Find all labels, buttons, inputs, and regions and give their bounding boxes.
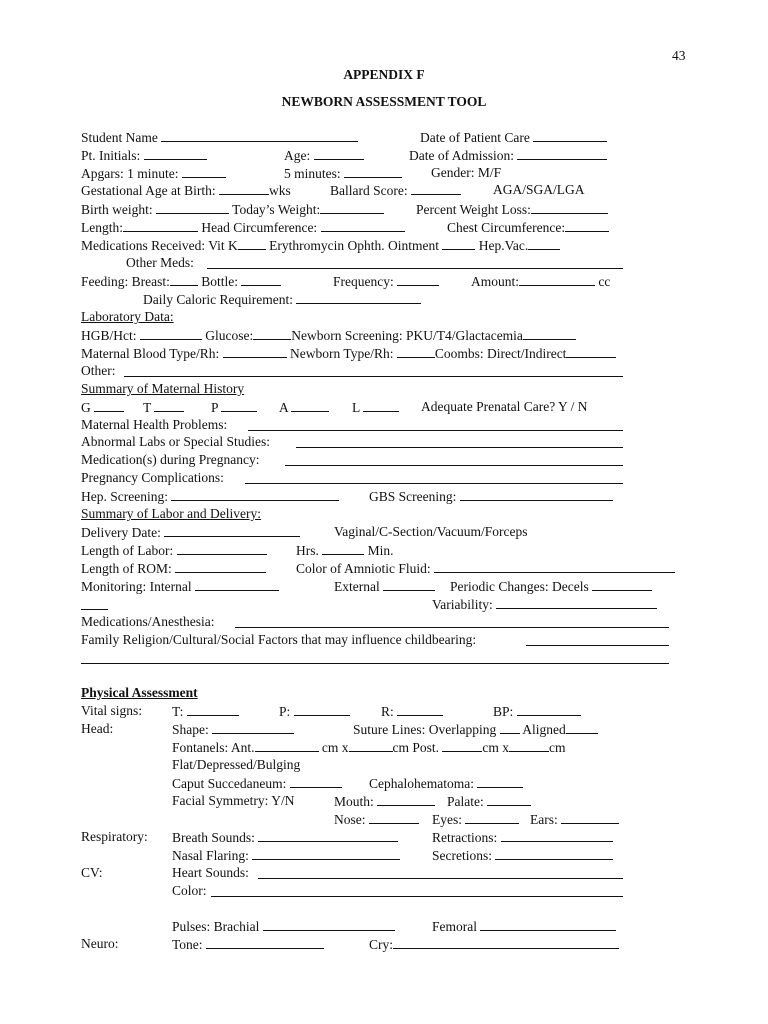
apgars-1-row [81, 165, 226, 182]
ant-length-field[interactable] [255, 739, 319, 752]
ears-row [530, 811, 619, 828]
student-name-row [81, 129, 358, 146]
pregnancy-meds-field[interactable] [285, 465, 623, 466]
maternal-blood-field[interactable] [223, 345, 287, 358]
page-title: NEWBORN ASSESSMENT TOOL [281, 94, 487, 109]
shape-label: Shape: [172, 722, 209, 737]
facial-label: Facial Symmetry: Y/N [172, 793, 295, 808]
fontanels-row [172, 739, 566, 756]
gtpal-a [279, 399, 329, 416]
aga-label: AGA/SGA/LGA [493, 182, 585, 197]
monitoring-label: Monitoring: Internal [81, 579, 192, 594]
shape-field[interactable] [212, 721, 294, 734]
complications-field[interactable] [245, 483, 623, 484]
breath-row [172, 829, 398, 846]
ears-field[interactable] [561, 811, 619, 824]
delivery-date-row [81, 524, 300, 541]
gbs-screening-row [369, 488, 613, 505]
glucose-field[interactable] [253, 327, 291, 340]
caloric-label: Daily Caloric Requirement: [143, 292, 293, 307]
gtpal-l [352, 399, 399, 416]
newborn-screening-field[interactable] [523, 327, 576, 340]
frequency-field[interactable] [397, 273, 439, 286]
feeding-row [81, 273, 281, 290]
variability-row [432, 596, 657, 613]
length-labor-row [81, 542, 267, 559]
frequency-label: Frequency: [333, 274, 394, 289]
age-label: Age: [284, 148, 311, 163]
periodic-label: Periodic Changes: Decels [450, 579, 589, 594]
hgb-field[interactable] [140, 327, 202, 340]
pt-initials-field[interactable] [144, 147, 207, 160]
abnormal-labs-field[interactable] [296, 447, 623, 448]
vitk-field[interactable] [238, 237, 266, 250]
pregnancy-meds-label: Medication(s) during Pregnancy: [81, 452, 260, 467]
family-label: Family Religion/Cultural/Social Factors that may influence childbearing: [81, 632, 477, 647]
nose-row [334, 811, 419, 828]
hepvac-label: Hep.Vac. [478, 238, 529, 253]
student-name-field[interactable] [161, 129, 358, 142]
overlapping-field[interactable] [500, 721, 520, 734]
retractions-field[interactable] [501, 829, 613, 842]
ears-label: Ears: [530, 812, 558, 827]
eyes-field[interactable] [465, 811, 519, 824]
brachial-field[interactable] [263, 918, 395, 931]
eyes-label: Eyes: [432, 812, 462, 827]
a-label: A [279, 400, 289, 415]
cry-field[interactable] [393, 936, 619, 949]
color-field[interactable] [211, 896, 623, 897]
vital-r-label: R: [381, 704, 394, 719]
bottle-label: Bottle: [201, 274, 238, 289]
lab-heading: Laboratory Data: [81, 309, 174, 324]
apgars-5-row [284, 165, 402, 182]
feeding-breast-label: Feeding: Breast: [81, 274, 170, 289]
newborn-type-field[interactable] [397, 345, 435, 358]
femoral-label: Femoral [432, 919, 477, 934]
vital-t-label: T: [172, 704, 184, 719]
tone-row [172, 936, 324, 953]
secretions-field[interactable] [495, 847, 613, 860]
chest-circ-row [447, 219, 609, 236]
apgars-5-label: 5 minutes: [284, 166, 341, 181]
vital-r-row [381, 703, 443, 720]
cc-label: cc [598, 274, 611, 289]
vital-p-row [279, 703, 350, 720]
amniotic-label: Color of Amniotic Fluid: [296, 561, 431, 576]
weight-loss-label: Percent Weight Loss: [416, 202, 531, 217]
vital-p-field[interactable] [294, 703, 350, 716]
nasal-label: Nasal Flaring: [172, 848, 249, 863]
family-field[interactable] [526, 645, 669, 646]
post-cmx-label: cm x [482, 740, 510, 755]
apgars-1-field[interactable] [182, 165, 226, 178]
gtpal-g [81, 399, 124, 416]
vital-bp-row [493, 703, 581, 720]
nasal-row [172, 847, 400, 864]
l-label: L [352, 400, 360, 415]
meds-received-label: Medications Received: Vit K [81, 238, 238, 253]
newborn-type-label: Newborn Type/Rh: [290, 346, 394, 361]
pt-initials-label: Pt. Initials: [81, 148, 141, 163]
birth-weight-row [81, 201, 384, 218]
nose-label: Nose: [334, 812, 366, 827]
delivery-date-field[interactable] [164, 524, 300, 537]
cephalo-label: Cephalohematoma: [369, 776, 474, 791]
post-length-field[interactable] [442, 739, 482, 752]
vital-t-row [172, 703, 239, 720]
periodic-field[interactable] [592, 578, 652, 591]
vital-r-field[interactable] [397, 703, 443, 716]
lab-other-label: Other: [81, 363, 116, 378]
page-number: 43 [672, 48, 686, 63]
palate-field[interactable] [487, 793, 531, 806]
vital-p-label: P: [279, 704, 291, 719]
tone-label: Tone: [172, 937, 203, 952]
caput-row [172, 775, 342, 792]
p-label: P [211, 400, 219, 415]
variability-field[interactable] [496, 596, 657, 609]
pulses-label: Pulses: Brachial [172, 919, 260, 934]
lab-row-1 [81, 327, 576, 344]
gestational-age-row [81, 182, 291, 199]
length-labor-label: Length of Labor: [81, 543, 174, 558]
hgb-label: HGB/Hct: [81, 328, 137, 343]
ant-width-field[interactable] [349, 739, 393, 752]
tone-field[interactable] [206, 936, 324, 949]
frequency-row [333, 273, 439, 290]
delivery-type-label: Vaginal/C-Section/Vacuum/Forceps [334, 524, 528, 539]
coombs-field[interactable] [566, 345, 616, 358]
femoral-row [432, 918, 616, 935]
color-label: Color: [172, 883, 207, 898]
breath-label: Breath Sounds: [172, 830, 255, 845]
post-width-field[interactable] [509, 739, 549, 752]
g-label: G [81, 400, 91, 415]
head-circ-field[interactable] [321, 219, 405, 232]
length-row [81, 219, 405, 236]
variability-label: Variability: [432, 597, 493, 612]
palate-label: Palate: [447, 794, 484, 809]
breath-field[interactable] [258, 829, 398, 842]
anesthesia-field[interactable] [235, 627, 669, 628]
prenatal-care-label: Adequate Prenatal Care? Y / N [421, 399, 588, 414]
maternal-heading: Summary of Maternal History [81, 381, 245, 396]
gender-label: Gender: M/F [431, 165, 502, 180]
gestational-age-field[interactable] [219, 182, 269, 195]
l-field[interactable] [363, 399, 399, 412]
todays-weight-field[interactable] [320, 201, 384, 214]
appendix-label: APPENDIX F [343, 67, 425, 82]
length-labor-field[interactable] [177, 542, 267, 555]
t-label: T [143, 400, 152, 415]
length-field[interactable] [123, 219, 198, 232]
nasal-field[interactable] [252, 847, 400, 860]
retractions-label: Retractions: [432, 830, 498, 845]
fontanels-label: Fontanels: Ant. [172, 740, 255, 755]
complications-label: Pregnancy Complications: [81, 470, 224, 485]
age-field[interactable] [314, 147, 364, 160]
amount-label: Amount: [471, 274, 520, 289]
amniotic-field[interactable] [434, 560, 675, 573]
caput-field[interactable] [290, 775, 342, 788]
periodic-continuation-field[interactable] [81, 609, 108, 610]
meds-received-row [81, 237, 560, 254]
date-patient-care-row [420, 129, 607, 146]
coombs-label: Coombs: Direct/Indirect [434, 346, 567, 361]
palate-row [447, 793, 531, 810]
min-label: Min. [367, 543, 394, 558]
vital-signs-label: Vital signs: [81, 703, 143, 718]
periodic-row [450, 578, 652, 595]
ant-cmx-label: cm x [321, 740, 349, 755]
retractions-row [432, 829, 613, 846]
heart-sounds-label: Heart Sounds: [172, 865, 249, 880]
health-problems-label: Maternal Health Problems: [81, 417, 228, 432]
gbs-screening-label: GBS Screening: [369, 489, 457, 504]
mouth-field[interactable] [377, 793, 435, 806]
weight-loss-field[interactable] [531, 201, 608, 214]
aligned-field[interactable] [566, 721, 598, 734]
monitoring-row [81, 578, 279, 595]
mouth-row [334, 793, 435, 810]
external-row [334, 578, 435, 595]
hep-screening-field[interactable] [171, 488, 339, 501]
anesthesia-label: Medications/Anesthesia: [81, 614, 215, 629]
caloric-field[interactable] [296, 291, 421, 304]
gtpal-p [211, 399, 257, 416]
abnormal-labs-label: Abnormal Labs or Special Studies: [81, 434, 270, 449]
post-label: cm Post. [392, 740, 440, 755]
femoral-field[interactable] [480, 918, 616, 931]
erythromycin-label: Erythromycin Ophth. Ointment [269, 238, 440, 253]
mouth-label: Mouth: [334, 794, 374, 809]
date-patient-care-label: Date of Patient Care [420, 130, 530, 145]
gbs-screening-field[interactable] [460, 488, 613, 501]
newborn-screening-label: Newborn Screening: PKU/T4/Glactacemia [291, 328, 523, 343]
external-field[interactable] [383, 578, 435, 591]
amniotic-row [296, 560, 675, 577]
birth-weight-field[interactable] [156, 201, 229, 214]
internal-field[interactable] [195, 578, 279, 591]
lab-other-field[interactable] [124, 376, 623, 377]
aligned-label: Aligned [522, 722, 566, 737]
ballard-field[interactable] [411, 182, 461, 195]
a-field[interactable] [291, 399, 329, 412]
cephalo-field[interactable] [477, 775, 523, 788]
length-label: Length: [81, 220, 123, 235]
caput-label: Caput Succedaneum: [172, 776, 287, 791]
secretions-label: Secretions: [432, 848, 492, 863]
other-meds-field[interactable] [207, 268, 623, 269]
labor-heading: Summary of Labor and Delivery: [81, 506, 261, 521]
ballard-row [330, 182, 461, 199]
chest-circ-field[interactable] [565, 219, 609, 232]
head-label: Head: [81, 721, 114, 736]
pt-initials-row [81, 147, 207, 164]
breast-field[interactable] [170, 273, 198, 286]
vital-bp-label: BP: [493, 704, 514, 719]
ballard-label: Ballard Score: [330, 183, 408, 198]
eyes-row [432, 811, 519, 828]
glucose-label: Glucose: [205, 328, 254, 343]
lab-row-2 [81, 345, 616, 362]
date-admission-row [409, 147, 607, 164]
amount-row [471, 273, 610, 290]
hep-screening-label: Hep. Screening: [81, 489, 168, 504]
hep-screening-row [81, 488, 339, 505]
health-problems-field[interactable] [248, 430, 623, 431]
p-field[interactable] [221, 399, 257, 412]
vital-t-field[interactable] [187, 703, 239, 716]
birth-weight-label: Birth weight: [81, 202, 153, 217]
date-admission-field[interactable] [517, 147, 607, 160]
date-patient-care-field[interactable] [533, 129, 607, 142]
hrs-label: Hrs. [296, 543, 319, 558]
gtpal-t [143, 399, 184, 416]
length-rom-field[interactable] [175, 560, 266, 573]
weight-loss-row [416, 201, 608, 218]
external-label: External [334, 579, 380, 594]
t-field[interactable] [154, 399, 184, 412]
wks-label: wks [268, 183, 291, 198]
hrs-field[interactable] [322, 542, 364, 555]
length-rom-row [81, 560, 266, 577]
flat-label: Flat/Depressed/Bulging [172, 757, 301, 772]
date-admission-label: Date of Admission: [409, 148, 514, 163]
physical-heading: Physical Assessment [81, 685, 198, 700]
pulses-row [172, 918, 395, 935]
cephalo-row [369, 775, 523, 792]
delivery-date-label: Delivery Date: [81, 525, 161, 540]
other-meds-label: Other Meds: [126, 255, 194, 270]
todays-weight-label: Today’s Weight: [232, 202, 321, 217]
erythromycin-field[interactable] [442, 237, 475, 250]
student-name-label: Student Name [81, 130, 158, 145]
hrs-row [296, 542, 394, 559]
heart-sounds-field[interactable] [258, 878, 623, 879]
bottle-field[interactable] [241, 273, 281, 286]
neuro-label: Neuro: [81, 936, 119, 951]
family-field-line-2[interactable] [81, 663, 669, 664]
shape-row [172, 721, 294, 738]
post-cm-label: cm [549, 740, 566, 755]
cry-label: Cry: [369, 937, 394, 952]
length-rom-label: Length of ROM: [81, 561, 172, 576]
g-field[interactable] [94, 399, 124, 412]
chest-circ-label: Chest Circumference: [447, 220, 566, 235]
hepvac-field[interactable] [528, 237, 560, 250]
secretions-row [432, 847, 613, 864]
apgars-5-field[interactable] [344, 165, 402, 178]
amount-field[interactable] [519, 273, 595, 286]
cry-row [369, 936, 619, 953]
respiratory-label: Respiratory: [81, 829, 148, 844]
suture-label: Suture Lines: Overlapping [353, 722, 497, 737]
age-row [284, 147, 364, 164]
apgars-1-label: Apgars: 1 minute: [81, 166, 179, 181]
head-circ-label: Head Circumference: [201, 220, 318, 235]
gestational-age-label: Gestational Age at Birth: [81, 183, 216, 198]
suture-row [353, 721, 598, 738]
nose-field[interactable] [369, 811, 419, 824]
vital-bp-field[interactable] [517, 703, 581, 716]
caloric-row [143, 291, 421, 308]
maternal-blood-label: Maternal Blood Type/Rh: [81, 346, 220, 361]
cv-label: CV: [81, 865, 103, 880]
